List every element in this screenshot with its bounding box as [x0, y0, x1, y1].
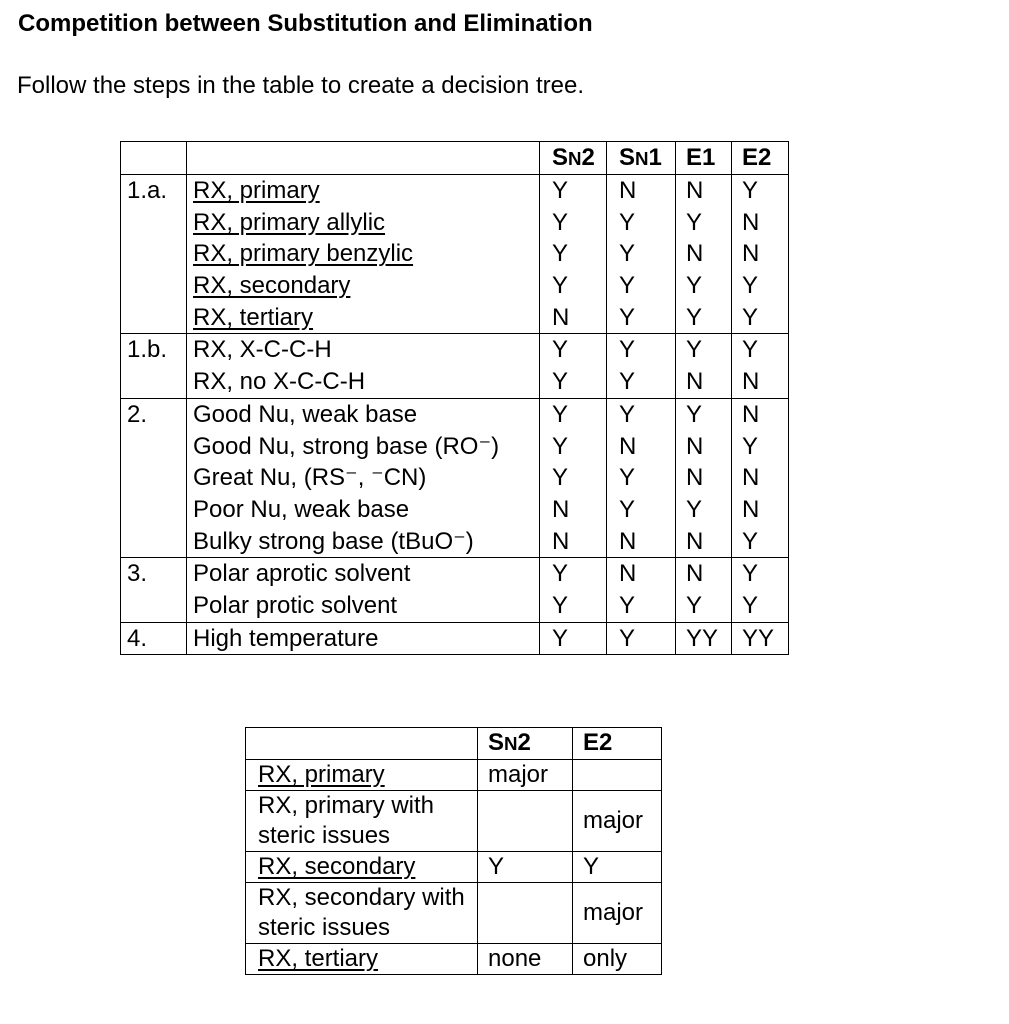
- value-cell-e1: Y: [676, 270, 732, 302]
- step-number: [121, 431, 187, 463]
- value-cell-e1: N: [676, 238, 732, 270]
- summary-row: [246, 944, 662, 975]
- value-cell-sn1: N: [607, 526, 676, 558]
- value-cell-e2: Y: [732, 558, 789, 590]
- value-cell-sn1: N: [607, 175, 676, 207]
- summary-value-sn2: Y: [478, 852, 573, 883]
- summary-condition: [246, 852, 478, 883]
- condition-label: RX, no X-C-C-H: [193, 368, 366, 396]
- table-row: [121, 175, 789, 207]
- value-cell-sn2: N: [540, 302, 607, 334]
- summary-value-e2: Y: [573, 852, 662, 883]
- value-cell-e2: N: [732, 207, 789, 239]
- condition-label: RX, primary benzylic: [193, 240, 414, 268]
- header-sn2: SN2: [540, 142, 607, 175]
- step-number: [121, 207, 187, 239]
- value-cell-sn2: Y: [540, 175, 607, 207]
- value-cell-sn1: Y: [607, 302, 676, 334]
- condition-label: RX, primary allylic: [193, 208, 386, 236]
- summary-condition: [246, 791, 478, 852]
- step-number: [121, 590, 187, 622]
- condition-label: RX, primary: [193, 177, 320, 204]
- value-cell-e1: N: [676, 175, 732, 207]
- value-cell-e1: N: [676, 526, 732, 558]
- condition-cell: [187, 494, 540, 526]
- condition-cell: [187, 207, 540, 239]
- table-row: [121, 207, 789, 239]
- summary-header-row: [246, 728, 662, 760]
- condition-cell: [187, 431, 540, 463]
- condition-cell: [187, 526, 540, 558]
- summary-condition-label: RX, tertiary: [258, 945, 379, 972]
- value-cell-sn2: Y: [540, 366, 607, 398]
- decision-table: [120, 141, 789, 655]
- value-cell-sn1: Y: [607, 622, 676, 655]
- summary-row: [246, 760, 662, 791]
- condition-cell: [187, 558, 540, 590]
- table-row: [121, 398, 789, 430]
- table-row: [121, 238, 789, 270]
- page-title: Competition between Substitution and Elimination: [18, 10, 593, 37]
- header-e2: E2: [732, 142, 789, 175]
- value-cell-e2: N: [732, 366, 789, 398]
- summary-value-e2: [573, 760, 662, 791]
- value-cell-e2: Y: [732, 175, 789, 207]
- sn2-e2-summary-table: [245, 727, 662, 975]
- summary-header-empty: [246, 728, 478, 760]
- value-cell-sn1: N: [607, 431, 676, 463]
- summary-condition-label: RX, primary with steric issues: [258, 792, 435, 849]
- summary-row: [246, 883, 662, 944]
- value-cell-sn1: Y: [607, 398, 676, 430]
- instruction-text: Follow the steps in the table to create a decision tree.: [17, 72, 584, 99]
- summary-condition-label: RX, primary: [258, 761, 385, 788]
- value-cell-sn2: Y: [540, 398, 607, 430]
- condition-cell: [187, 270, 540, 302]
- value-cell-sn1: Y: [607, 270, 676, 302]
- value-cell-e1: N: [676, 366, 732, 398]
- summary-row: [246, 852, 662, 883]
- summary-condition: [246, 760, 478, 791]
- summary-condition-label: RX, secondary: [258, 853, 416, 880]
- table-row: [121, 431, 789, 463]
- table-row: [121, 270, 789, 302]
- step-number: [121, 238, 187, 270]
- value-cell-e1: Y: [676, 302, 732, 334]
- summary-header-sn2: SN2: [478, 728, 573, 760]
- value-cell-e2: Y: [732, 334, 789, 366]
- condition-cell: [187, 366, 540, 398]
- table-row: [121, 526, 789, 558]
- value-cell-sn2: Y: [540, 238, 607, 270]
- step-number: 3.: [121, 558, 187, 590]
- table-row: [121, 590, 789, 622]
- condition-cell: [187, 175, 540, 207]
- table-row: [121, 622, 789, 655]
- condition-cell: [187, 622, 540, 655]
- summary-value-e2: major: [573, 883, 662, 944]
- value-cell-e1: N: [676, 431, 732, 463]
- summary-row: [246, 791, 662, 852]
- value-cell-sn1: Y: [607, 207, 676, 239]
- header-e1: E1: [676, 142, 732, 175]
- summary-value-sn2: [478, 883, 573, 944]
- value-cell-sn2: Y: [540, 334, 607, 366]
- table-row: [121, 494, 789, 526]
- value-cell-e1: N: [676, 462, 732, 494]
- value-cell-sn2: N: [540, 526, 607, 558]
- value-cell-e2: Y: [732, 590, 789, 622]
- condition-label: Great Nu, (RS⁻, ⁻CN): [193, 464, 427, 492]
- condition-label: Poor Nu, weak base: [193, 495, 410, 523]
- condition-cell: [187, 238, 540, 270]
- summary-header-e2: E2: [573, 728, 662, 760]
- summary-value-sn2: major: [478, 760, 573, 791]
- summary-value-sn2: [478, 791, 573, 852]
- condition-cell: [187, 590, 540, 622]
- value-cell-e2: Y: [732, 526, 789, 558]
- value-cell-e2: N: [732, 238, 789, 270]
- table-row: [121, 334, 789, 366]
- table-row: [121, 462, 789, 494]
- step-number: [121, 526, 187, 558]
- summary-value-sn2: none: [478, 944, 573, 975]
- summary-value-e2: major: [573, 791, 662, 852]
- condition-cell: [187, 302, 540, 334]
- value-cell-e2: N: [732, 462, 789, 494]
- value-cell-sn1: Y: [607, 238, 676, 270]
- header-cell-empty: [121, 142, 187, 175]
- value-cell-sn2: Y: [540, 590, 607, 622]
- step-number: [121, 494, 187, 526]
- step-number: [121, 270, 187, 302]
- condition-label: Good Nu, strong base (RO⁻): [193, 432, 500, 460]
- value-cell-sn2: Y: [540, 207, 607, 239]
- value-cell-e2: Y: [732, 431, 789, 463]
- value-cell-sn2: Y: [540, 270, 607, 302]
- step-number: 1.a.: [121, 175, 187, 207]
- condition-label: High temperature: [193, 624, 379, 652]
- value-cell-sn1: Y: [607, 590, 676, 622]
- header-sn1: SN1: [607, 142, 676, 175]
- table-row: [121, 366, 789, 398]
- summary-condition-label: RX, secondary with steric issues: [258, 884, 465, 941]
- summary-value-e2: only: [573, 944, 662, 975]
- value-cell-e1: Y: [676, 207, 732, 239]
- step-number: 4.: [121, 622, 187, 655]
- value-cell-e2: YY: [732, 622, 789, 655]
- value-cell-sn2: Y: [540, 431, 607, 463]
- condition-cell: [187, 462, 540, 494]
- value-cell-e1: Y: [676, 334, 732, 366]
- value-cell-sn1: N: [607, 558, 676, 590]
- value-cell-e1: Y: [676, 398, 732, 430]
- value-cell-sn2: Y: [540, 558, 607, 590]
- value-cell-e1: Y: [676, 494, 732, 526]
- value-cell-e2: Y: [732, 270, 789, 302]
- condition-label: RX, tertiary: [193, 303, 314, 331]
- value-cell-sn1: Y: [607, 366, 676, 398]
- condition-label: RX, X-C-C-H: [193, 336, 332, 364]
- table-header-row: [121, 142, 789, 175]
- value-cell-sn1: Y: [607, 494, 676, 526]
- value-cell-sn2: N: [540, 494, 607, 526]
- value-cell-sn1: Y: [607, 462, 676, 494]
- condition-cell: [187, 334, 540, 366]
- value-cell-e2: N: [732, 494, 789, 526]
- step-number: 2.: [121, 398, 187, 430]
- condition-label: Polar aprotic solvent: [193, 560, 411, 588]
- condition-label: Polar protic solvent: [193, 591, 398, 619]
- value-cell-e1: YY: [676, 622, 732, 655]
- table-row: [121, 558, 789, 590]
- step-number: [121, 462, 187, 494]
- summary-condition: [246, 944, 478, 975]
- value-cell-sn2: Y: [540, 622, 607, 655]
- condition-label: RX, secondary: [193, 272, 351, 300]
- step-number: 1.b.: [121, 334, 187, 366]
- summary-condition: [246, 883, 478, 944]
- condition-label: Good Nu, weak base: [193, 400, 418, 428]
- step-number: [121, 366, 187, 398]
- step-number: [121, 302, 187, 334]
- header-cell-empty: [187, 142, 540, 175]
- value-cell-sn2: Y: [540, 462, 607, 494]
- value-cell-e2: Y: [732, 302, 789, 334]
- value-cell-e1: Y: [676, 590, 732, 622]
- value-cell-sn1: Y: [607, 334, 676, 366]
- value-cell-e2: N: [732, 398, 789, 430]
- condition-cell: [187, 398, 540, 430]
- table-row: [121, 302, 789, 334]
- value-cell-e1: N: [676, 558, 732, 590]
- condition-label: Bulky strong base (tBuO⁻): [193, 527, 474, 555]
